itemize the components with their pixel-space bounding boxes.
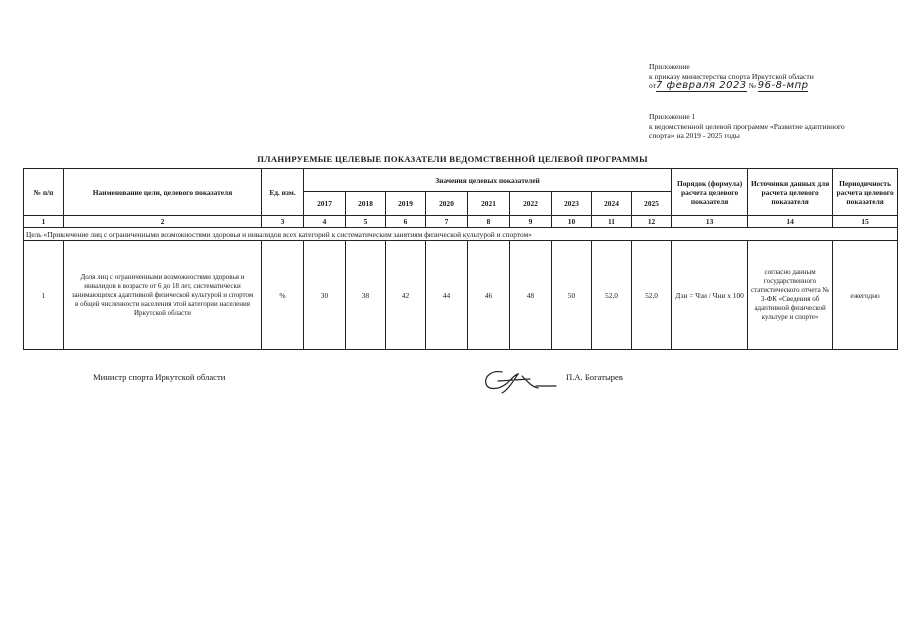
value-cell: 30	[304, 241, 346, 350]
column-number: 12	[632, 216, 672, 228]
column-number: 2	[64, 216, 262, 228]
column-number: 7	[426, 216, 468, 228]
indicator-name: Доля лиц с ограниченными возможностями здоровья и инвалидов в возрасте от 6 до 18 лет, систематически занимающихся адаптивной физической культурой и спортом в общей численности населения этой категории населения Иркутской области	[64, 241, 262, 350]
date-prefix: от	[649, 81, 657, 91]
handwritten-signature-icon	[478, 366, 558, 396]
year-cell: 2023	[552, 192, 592, 216]
appendix-1-label: Приложение 1	[649, 112, 696, 121]
signature-row	[0, 368, 905, 398]
column-number: 13	[672, 216, 748, 228]
header-periodicity: Периодичность расчета целевого показателя	[833, 169, 898, 216]
value-cell: 50	[552, 241, 592, 350]
handwritten-number: 96-8-мпр	[757, 80, 809, 92]
year-cell: 2019	[386, 192, 426, 216]
handwritten-date: 7 февраля 2023	[656, 80, 747, 92]
year-cell: 2025	[632, 192, 672, 216]
year-cell: 2018	[346, 192, 386, 216]
appendix-1-header	[649, 112, 889, 141]
value-cell: 52,0	[592, 241, 632, 350]
column-number: 1	[24, 216, 64, 228]
sources-cell: согласно данным государственного статистического отчета № 3-ФК «Сведения об адаптивной физической культуре и спорте»	[748, 241, 833, 350]
value-cell: 46	[468, 241, 510, 350]
table-row	[24, 241, 898, 350]
appendix-1-line2: спорта» на 2019 - 2025 годы	[649, 131, 740, 141]
year-cell: 2017	[304, 192, 346, 216]
header-sources: Источники данных для расчета целевого показателя	[748, 169, 833, 216]
appendix-date-line	[649, 81, 879, 92]
indicators-table	[23, 168, 898, 350]
formula-cell: Дзи = Чзи / Чни х 100	[672, 241, 748, 350]
header-name: Наименование цели, целевого показателя	[64, 169, 262, 216]
column-number: 9	[510, 216, 552, 228]
year-cell: 2022	[510, 192, 552, 216]
value-cell: 48	[510, 241, 552, 350]
minister-title: Министр спорта Иркутской области	[93, 372, 226, 382]
periodicity-cell: ежегодно	[833, 241, 898, 350]
year-cell: 2021	[468, 192, 510, 216]
value-cell: 44	[426, 241, 468, 350]
column-number: 6	[386, 216, 426, 228]
column-number: 10	[552, 216, 592, 228]
header-unit: Ед. изм.	[262, 169, 304, 216]
appendix-1-line1: к ведомственной целевой программе «Развитие адаптивного	[649, 121, 845, 131]
column-number: 8	[468, 216, 510, 228]
year-cell: 2024	[592, 192, 632, 216]
value-cell: 52,0	[632, 241, 672, 350]
header-formula: Порядок (формула) расчета целевого показателя	[672, 169, 748, 216]
row-num: 1	[24, 241, 64, 350]
appendix-label: Приложение	[649, 62, 690, 71]
number-prefix: №	[748, 81, 756, 91]
appendix-header	[649, 62, 879, 92]
minister-name: П.А. Богатырев	[566, 372, 623, 382]
column-number: 11	[592, 216, 632, 228]
value-cell: 38	[346, 241, 386, 350]
header-values-group: Значения целевых показателей	[304, 169, 672, 192]
goal-row	[24, 228, 898, 241]
header-row	[24, 169, 898, 192]
column-numbers-row	[24, 216, 898, 228]
column-number: 3	[262, 216, 304, 228]
column-number: 14	[748, 216, 833, 228]
year-cell: 2020	[426, 192, 468, 216]
value-cell: 42	[386, 241, 426, 350]
column-number: 15	[833, 216, 898, 228]
column-number: 5	[346, 216, 386, 228]
header-num: № п/п	[24, 169, 64, 216]
column-number: 4	[304, 216, 346, 228]
document-title: ПЛАНИРУЕМЫЕ ЦЕЛЕВЫЕ ПОКАЗАТЕЛИ ВЕДОМСТВЕННОЙ ЦЕЛЕВОЙ ПРОГРАММЫ	[257, 154, 648, 164]
row-unit: %	[262, 241, 304, 350]
appendix-order-line: к приказу министерства спорта Иркутской области	[649, 71, 814, 81]
goal-text: Цель «Привлечение лиц с ограниченными возможностями здоровья и инвалидов всех категорий к систематическим занятиям физической культурой и спортом»	[24, 228, 898, 241]
